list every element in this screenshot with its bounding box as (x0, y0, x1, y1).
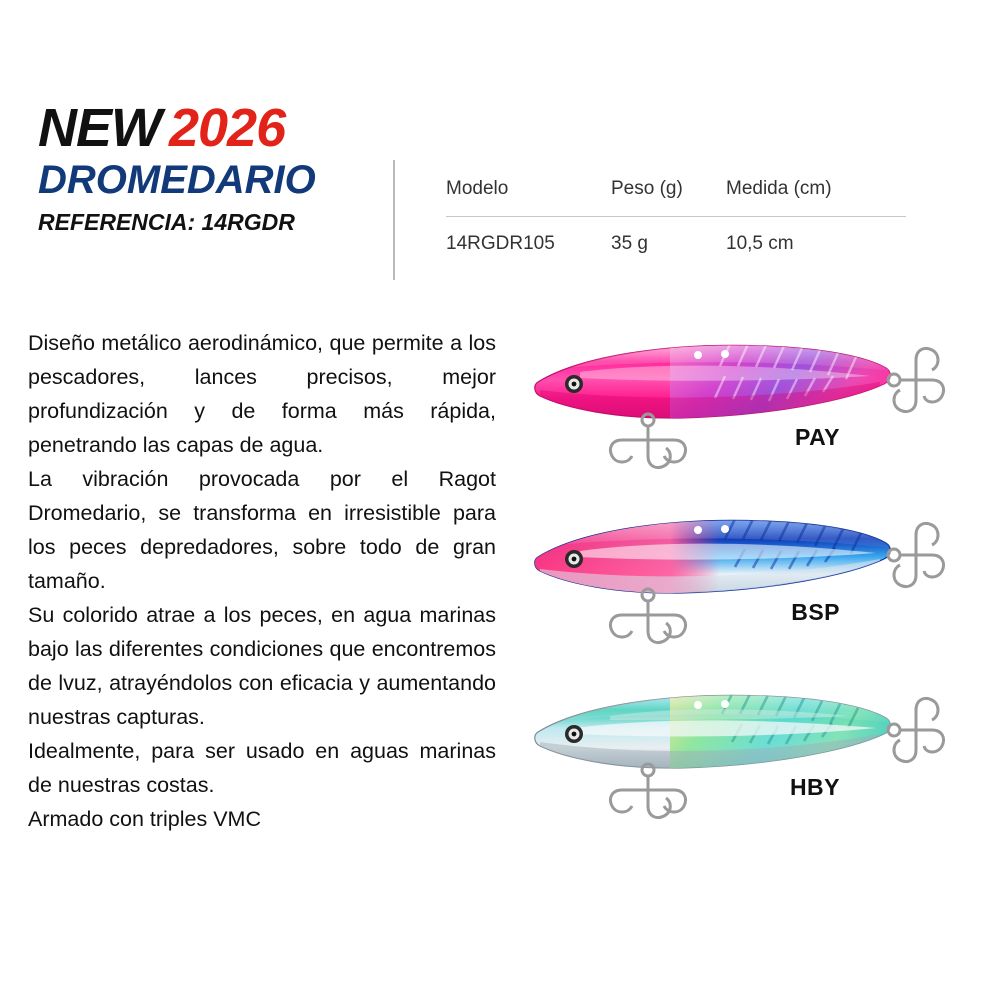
lure-image-pay (520, 320, 960, 505)
lure-image-hby (520, 670, 960, 855)
column-header-modelo: Modelo (446, 178, 509, 199)
description-paragraph-5: Armado con triples VMC (28, 807, 261, 831)
lure-item-bsp (520, 495, 990, 680)
column-header-peso: Peso (g) (611, 178, 683, 199)
cell-peso: 35 g (611, 233, 648, 254)
lure-code-bsp: BSP (791, 599, 840, 625)
spec-table (446, 178, 906, 255)
lure-item-pay (520, 320, 990, 505)
lure-item-hby (520, 670, 990, 855)
reference-label: REFERENCIA: 14RGDR (38, 209, 295, 235)
lure-code-pay: PAY (795, 424, 840, 450)
cell-medida: 10,5 cm (726, 233, 794, 254)
description-paragraph-4: Idealmente, para ser usado en aguas marinas de nuestras costas. (28, 739, 496, 797)
cell-modelo: 14RGDR105 (446, 233, 555, 254)
header-titles (38, 100, 378, 236)
column-header-medida: Medida (cm) (726, 178, 832, 199)
new-label: NEW (38, 98, 161, 158)
description-paragraph-3: Su colorido atrae a los peces, en agua marinas bajo las diferentes condiciones que encontremos de lvuz, atrayéndolos con eficacia y aumentando nuestras capturas. (28, 603, 496, 729)
description-text (28, 326, 496, 836)
year-label: 2026 (168, 98, 286, 158)
table-row (446, 217, 906, 256)
header-divider (393, 160, 395, 280)
description-paragraph-1: Diseño metálico aerodinámico, que permite a los pescadores, lances precisos, mejor profundización y de forma más rápida, penetrando las capas de agua. (28, 331, 496, 457)
description-paragraph-2: La vibración provocada por el Ragot Dromedario, se transforma en irresistible para los peces depredadores, sobre todo de gran tamaño. (28, 467, 496, 593)
table-header-row (446, 178, 906, 217)
new-year-line (38, 100, 378, 156)
page-title: DROMEDARIO (38, 158, 316, 202)
lure-code-hby: HBY (789, 774, 840, 800)
lure-gallery (520, 310, 990, 870)
header (38, 100, 958, 280)
lure-image-bsp (520, 495, 960, 680)
